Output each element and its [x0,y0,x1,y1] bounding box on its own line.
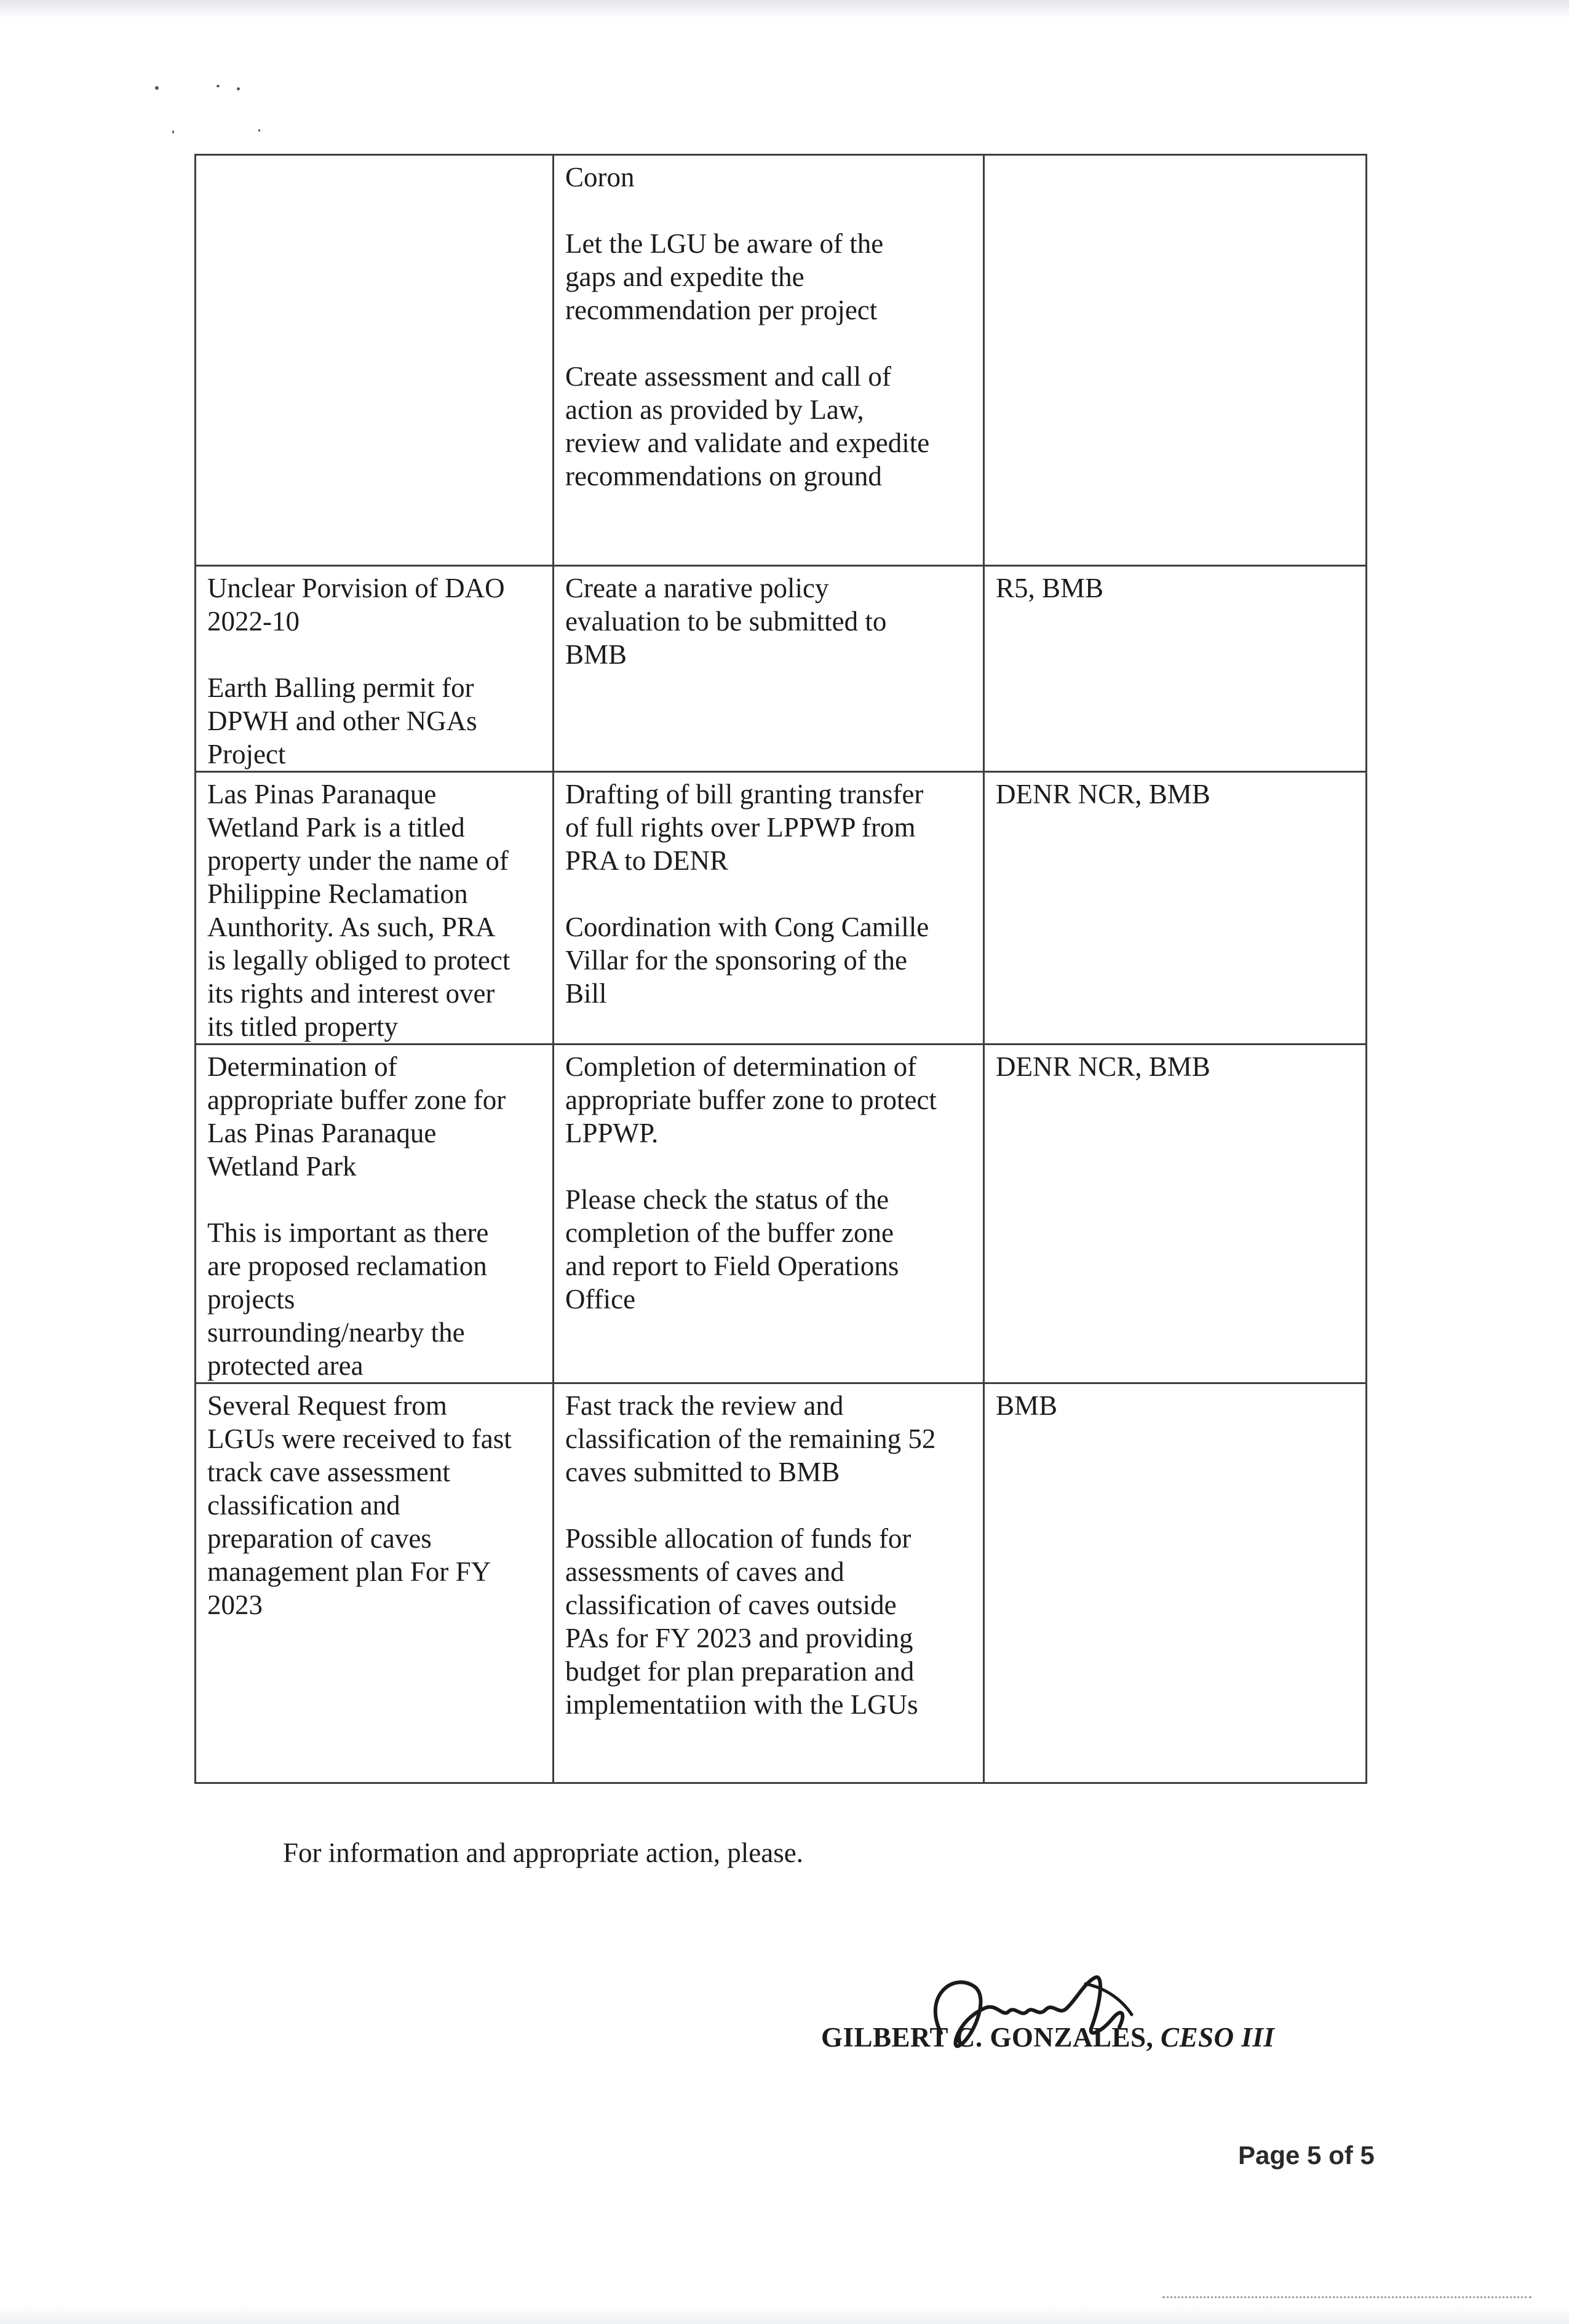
scan-edge-mark [1162,2296,1531,2298]
office-cell [984,566,1367,772]
issue-cell [196,566,554,772]
issue-text: Unclear Porvision of DAO 2022-10 [207,573,505,637]
closing-line: For information and appropriate action, please. [283,1837,803,1868]
scan-speck [237,87,240,90]
office-cell [984,1383,1367,1783]
action-text: Fast track the review and classification of the remaining 52 caves submitted to BMB [565,1390,936,1487]
action-cell [554,566,984,772]
action-text: Completion of determination of appropriate buffer zone to protect LPPWP. [565,1051,937,1148]
action-text: Create a narative policy evaluation to be submitted to BMB [565,573,887,670]
action-text: Coron [565,162,635,193]
scan-top-shadow [0,0,1569,18]
signatory-name-text: GILBERT C. GONZALES, [821,2022,1154,2053]
office-text: BMB [996,1390,1058,1421]
office-text: DENR NCR, BMB [996,1051,1210,1082]
action-text: Coordination with Cong Camille Villar for the sponsoring of the Bill [565,912,929,1009]
action-text: Let the LGU be aware of the gaps and expedite the recommendation per project [565,228,884,325]
handwritten-signature [916,1959,1175,2064]
action-cell [554,1045,984,1383]
table-row [196,1383,1367,1783]
signatory-suffix: CESO III [1161,2022,1275,2053]
table-row [196,772,1367,1045]
action-table [194,154,1367,1784]
office-cell [984,155,1367,566]
issue-text: Earth Balling permit for DPWH and other NGAs Project [207,672,477,770]
action-cell [554,772,984,1045]
scan-speck [172,130,174,133]
action-text: Please check the status of the completion of the buffer zone and report to Field Operations Office [565,1184,899,1315]
action-cell [554,155,984,566]
action-text: Create assessment and call of action as provided by Law, review and validate and expedite recommendations on ground [565,361,930,491]
scan-speck [155,86,159,90]
office-cell [984,1045,1367,1383]
table-row [196,155,1367,566]
action-text: Possible allocation of funds for assessments of caves and classification of caves outside PAs for FY 2023 and providing budget for plan preparation and implementatiion with the LGUs [565,1523,918,1720]
issue-cell [196,155,554,566]
scan-bottom-shadow [0,2306,1569,2324]
issue-cell [196,772,554,1045]
office-text: DENR NCR, BMB [996,779,1210,810]
issue-cell [196,1045,554,1383]
scan-speck [258,129,260,132]
issue-text: Several Request from LGUs were received to fast track cave assessment classification and preparation of caves management plan For FY 2023 [207,1390,512,1620]
action-cell [554,1383,984,1783]
issue-text: Las Pinas Paranaque Wetland Park is a titled property under the name of Philippine Reclamation Aunthority. As such, PRA is legally obliged to protect its rights and interest over its titled property [207,779,510,1042]
page-number: Page 5 of 5 [1238,2141,1375,2170]
office-cell [984,772,1367,1045]
scan-speck [216,85,220,87]
action-text: Drafting of bill granting transfer of full rights over LPPWP from PRA to DENR [565,779,924,876]
issue-text: Determination of appropriate buffer zone for Las Pinas Paranaque Wetland Park [207,1051,506,1182]
office-text: R5, BMB [996,573,1104,603]
issue-cell [196,1383,554,1783]
issue-text: This is important as there are proposed reclamation projects surrounding/nearby the protected area [207,1217,489,1381]
table-row [196,566,1367,772]
table-row [196,1045,1367,1383]
